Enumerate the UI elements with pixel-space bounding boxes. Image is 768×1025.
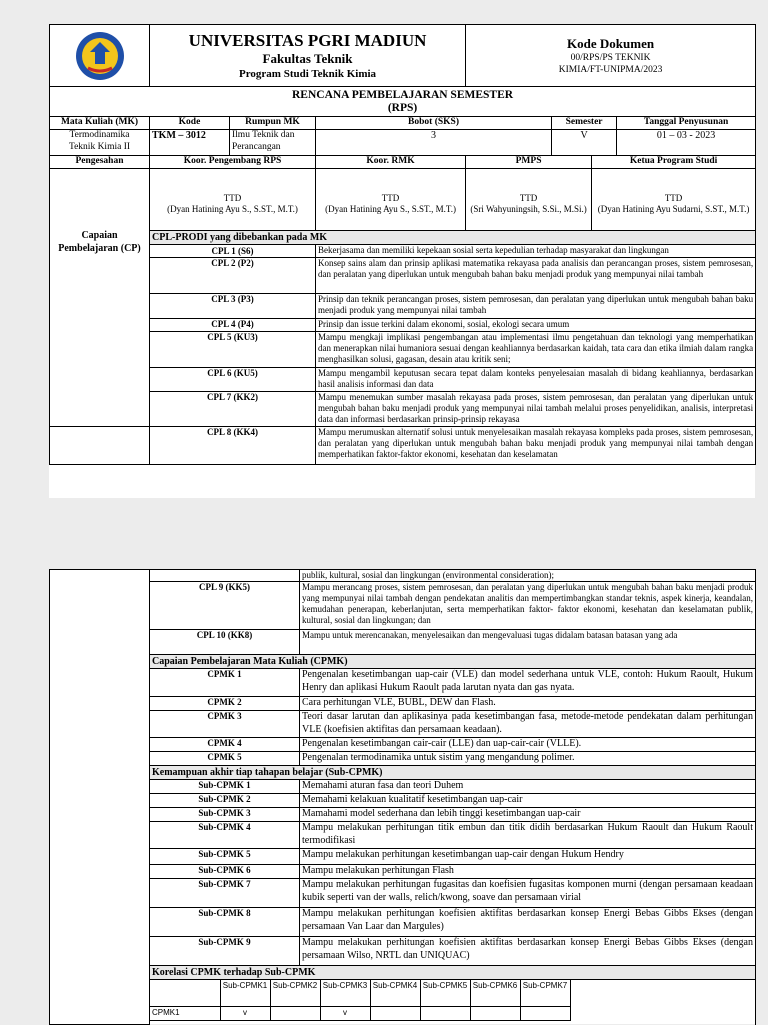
sub-cpmk-text: Mampu melakukan perhitungan titik embun dan titik didih berdasarkan Hukum Raoult dan Hukum Raoult termodifikasi <box>300 822 756 849</box>
sub-cpmk-code: Sub-CPMK 9 <box>150 937 300 966</box>
sub-cpmk-text: Mampu melakukan perhitungan koefisien aktifitas berdasarkan konsep Energi Bebas Gibbs Ekses (dengan persamaan Wilso, NRTL dan UNIQUAC) <box>300 937 756 966</box>
table-row <box>50 245 756 258</box>
cpl-code: CPL 10 (KK8) <box>150 630 300 655</box>
cpl-code: CPL 2 (P2) <box>150 258 316 294</box>
sub-cpmk-code: Sub-CPMK 2 <box>150 794 300 808</box>
university-name: UNIVERSITAS PGRI MADIUN <box>188 30 427 50</box>
table-row <box>50 427 756 465</box>
header-kode: Kode <box>150 117 230 130</box>
kode-value: TKM – 3012 <box>150 130 230 156</box>
header-bobot: Bobot (SKS) <box>316 117 552 130</box>
cpmk-code: CPMK 2 <box>150 697 300 711</box>
sub-cpmk-text: Memahami aturan fasa dan teori Duhem <box>300 780 756 794</box>
cpl-text: Mampu mengkaji implikasi pengembangan atau implementasi ilmu pengetahuan dan teknologi yang memperhatikan dan menerapkan nilai humaniora sesuai dengan keahliannya berdasarkan kaidah, tata cara dan etika ilmiah dalam rangka menghasilkan solusi, gagasan, desain atau kritik seni; <box>316 332 756 368</box>
header-rumpun: Rumpun MK <box>230 117 316 130</box>
cpmk-heading: Capaian Pembelajaran Mata Kuliah (CPMK) <box>150 655 756 669</box>
korelasi-col-header: Sub-CPMK3 <box>320 980 370 1006</box>
program-name: Program Studi Teknik Kimia <box>239 67 377 80</box>
cp-label: Capaian Pembelajaran (CP) <box>50 169 150 427</box>
korelasi-mark: v <box>220 1006 270 1020</box>
table-row <box>50 738 756 752</box>
cpl-text: Prinsip dan teknik perancangan proses, sistem pemrosesan, dan peralatan yang diperlukan untuk mengubah bahan baku menjadi produk yang mempunyai nilai tambah <box>316 294 756 319</box>
koor-rmk-ttd: TTD <box>381 193 400 203</box>
cpl-code: CPL 8 (KK4) <box>150 427 316 465</box>
rps-subtitle: (RPS) <box>387 101 418 114</box>
cpmk-text: Teori dasar larutan dan aplikasinya pada kesetimbangan fasa, metode-metode pendekatan dalam perhitungan VLE (koefisien aktifitas dan persamaan keadaan). <box>300 711 756 738</box>
sub-cpmk-text: Mampu melakukan perhitungan koefisien aktifitas berdasarkan konsep Energi Bebas Gibbs Ekses (dengan persamaan Van Laar dan Margules) <box>300 908 756 937</box>
table-row <box>50 332 756 368</box>
korelasi-table <box>150 980 571 1021</box>
cpmk-code: CPMK 3 <box>150 711 300 738</box>
table-row <box>50 319 756 332</box>
koor-rps-name: (Dyan Hatining Ayu S., S.ST., M.T.) <box>167 204 298 214</box>
table-row <box>50 780 756 794</box>
sub-cpmk-text: Mampu melakukan perhitungan kesetimbangan uap-cair dengan Hukum Hendry <box>300 849 756 865</box>
mk-name-line2: Teknik Kimia II <box>68 141 131 152</box>
cpmk-text: Pengenalan termodinamika untuk sistim yang mengandung polimer. <box>300 752 756 766</box>
korelasi-col-header: Sub-CPMK5 <box>420 980 470 1006</box>
cpl-text: Mampu merumuskan alternatif solusi untuk menyelesaikan masalah rekayasa kompleks pada proses, sistem pemrosesan, dan peralatan yang diperlukan untuk mengubah bahan baku menjadi produk yang mempunyai nilai tambah dengan memperhatikan faktor-faktor ekonomi, kesehatan dan keselamatan <box>316 427 756 465</box>
sub-cpmk-heading: Kemampuan akhir tiap tahapan belajar (Sub-CPMK) <box>150 766 756 780</box>
cpl-text: Mampu mengambil keputusan secara tepat dalam konteks penyelesaian masalah di bidang keahliannya, berdasarkan hasil analisis informasi dan data <box>316 368 756 392</box>
cpl-text: Konsep sains alam dan prinsip aplikasi matematika rekayasa pada analisis dan perancangan proses, sistem pemrosesan, dan peralatan yang diperlukan untuk mengubah bahan baku menjadi produk yang mempunyai nilai tambah <box>316 258 756 294</box>
table-row <box>50 368 756 392</box>
cpl-text: Mampu merancang proses, sistem pemrosesan, dan peralatan yang diperlukan untuk mengubah bahan baku menjadi produk yang mempunyai nilai tambah dengan pendekatan analitis dan mempertimbangkan standar teknis, aspek kinerja, keandalan, kemudahan penerapan, keberlanjutan, serta memperhatikan faktor- faktor ekonomi, kesehatan dan keselamatan publik, kultural, sosial dan lingkungan; dan <box>300 582 756 630</box>
header-tanggal: Tanggal Penyusunan <box>617 117 756 130</box>
cpl-code: CPL 5 (KU3) <box>150 332 316 368</box>
cpmk-code: CPMK 5 <box>150 752 300 766</box>
header-semester: Semester <box>552 117 617 130</box>
korelasi-mark <box>370 1006 420 1020</box>
korelasi-col-header: Sub-CPMK1 <box>220 980 270 1006</box>
tanggal-value: 01 – 03 - 2023 <box>617 130 756 156</box>
cpmk-text: Pengenalan kesetimbangan uap-cair (VLE) dan model sederhana untuk VLE, contoh: Hukum Raoult, Hukum Henry dan aplikasi Hukum Raoult pada larutan nyata dan gas nyata. <box>300 669 756 697</box>
doc-code-title: Kode Dokumen <box>567 35 655 51</box>
cpl-code: CPL 6 (KU5) <box>150 368 316 392</box>
cpmk-code: CPMK 4 <box>150 738 300 752</box>
table-row <box>50 697 756 711</box>
sub-cpmk-code: Sub-CPMK 8 <box>150 908 300 937</box>
kaprodi-ttd: TTD <box>664 193 683 203</box>
doc-code-line2: KIMIA/FT-UNIPMA/2023 <box>558 64 663 75</box>
cpl-code: CPL 1 (S6) <box>150 245 316 258</box>
cpl-text: Prinsip dan issue terkini dalam ekonomi, sosial, ekologi secara umum <box>316 319 756 332</box>
table-row <box>50 794 756 808</box>
table-row <box>50 849 756 865</box>
table-row <box>50 392 756 427</box>
faculty-name: Fakultas Teknik <box>262 50 353 66</box>
sub-cpmk-code: Sub-CPMK 5 <box>150 849 300 865</box>
korelasi-col-header: Sub-CPMK4 <box>370 980 420 1006</box>
table-row <box>50 822 756 849</box>
semester-value: V <box>552 130 617 156</box>
cpmk-code: CPMK 1 <box>150 669 300 697</box>
cpl-text: Mampu untuk merencanakan, menyelesaikan dan mengevaluasi tugas didalam batasan batasan yang ada <box>300 630 756 655</box>
korelasi-mark: v <box>320 1006 370 1020</box>
table-row <box>50 937 756 966</box>
korelasi-mark <box>470 1006 520 1020</box>
sub-cpmk-text: Mampu melakukan perhitungan Flash <box>300 865 756 879</box>
kaprodi-name: (Dyan Hatining Ayu Sudarni, S.ST., M.T.) <box>597 204 750 214</box>
pmps-ttd: TTD <box>519 193 538 203</box>
korelasi-row-label: CPMK1 <box>150 1006 220 1020</box>
doc-code-line1: 00/RPS/PS TEKNIK <box>570 52 651 63</box>
cpl-code: CPL 3 (P3) <box>150 294 316 319</box>
table-row <box>50 630 756 655</box>
rumpun-line2: Perancangan <box>232 141 281 152</box>
cpl-code: CPL 4 (P4) <box>150 319 316 332</box>
sub-cpmk-code: Sub-CPMK 3 <box>150 808 300 822</box>
koor-rps-ttd: TTD <box>223 193 242 203</box>
sub-cpmk-text: Mampu melakukan perhitungan fugasitas dan koefisien fugasitas komponen murni (dengan persamaan keadaan kubik seperti van der walls, relich/kwong, soave dan persamaan virial <box>300 879 756 908</box>
table-row <box>50 669 756 697</box>
sub-cpmk-text: Memahami kelakuan kualitatif kesetimbangan uap-cair <box>300 794 756 808</box>
bobot-value: 3 <box>316 130 552 156</box>
document-page-1 <box>49 24 755 498</box>
table-row <box>50 258 756 294</box>
rps-header-table <box>49 24 756 465</box>
sub-cpmk-code: Sub-CPMK 1 <box>150 780 300 794</box>
rumpun-line1: Ilmu Teknik dan <box>232 130 295 140</box>
header-koor-rps: Koor. Pengembang RPS <box>150 156 316 169</box>
table-row <box>50 808 756 822</box>
korelasi-col-header: Sub-CPMK6 <box>470 980 520 1006</box>
cpmk-text: Pengenalan kesetimbangan cair-cair (LLE) dan uap-cair-cair (VLLE). <box>300 738 756 752</box>
header-kaprodi: Ketua Program Studi <box>592 156 756 169</box>
table-row <box>50 879 756 908</box>
cpl-code: CPL 7 (KK2) <box>150 392 316 427</box>
table-row <box>50 865 756 879</box>
table-row <box>50 752 756 766</box>
cpl-text: Mampu menemukan sumber masalah rekayasa pada proses, sistem pemrosesan, dan peralatan yang diperlukan untuk mengubah bahan baku menjadi produk yang mempunyai nilai tambah melalui proses penyelidikan, analisis, interpretasi data dan informasi berdasarkan prinsip-prinsip rekayasa <box>316 392 756 427</box>
koor-rmk-name: (Dyan Hatining Ayu S., S.ST., M.T.) <box>325 204 456 214</box>
document-page-2 <box>49 569 755 1024</box>
table-row <box>50 908 756 937</box>
korelasi-mark <box>520 1006 570 1020</box>
rps-content-table <box>49 569 756 1025</box>
header-pengesahan: Pengesahan <box>50 156 150 169</box>
unipma-logo-icon <box>74 30 126 82</box>
korelasi-mark <box>420 1006 470 1020</box>
logo-cell <box>50 25 150 87</box>
sub-cpmk-code: Sub-CPMK 7 <box>150 879 300 908</box>
korelasi-heading: Korelasi CPMK terhadap Sub-CPMK <box>150 966 756 980</box>
pmps-name: (Sri Wahyuningsih, S.Si., M.Si.) <box>470 204 587 214</box>
table-row <box>150 1006 570 1020</box>
sub-cpmk-text: Mamahami model sederhana dan lebih tinggi kesetimbangan uap-cair <box>300 808 756 822</box>
table-row <box>50 582 756 630</box>
cpl-text: Bekerjasama dan memiliki kepekaan sosial serta kepedulian terhadap masyarakat dan lingkungan <box>316 245 756 258</box>
header-mk: Mata Kuliah (MK) <box>50 117 150 130</box>
rps-title: RENCANA PEMBELAJARAN SEMESTER <box>291 88 514 101</box>
sub-cpmk-code: Sub-CPMK 6 <box>150 865 300 879</box>
cpl8-continuation: publik, kultural, sosial dan lingkungan (environmental consideration); <box>300 570 756 582</box>
sub-cpmk-code: Sub-CPMK 4 <box>150 822 300 849</box>
header-pmps: PMPS <box>466 156 592 169</box>
cpl-heading: CPL-PRODI yang dibebankan pada MK <box>150 231 756 245</box>
korelasi-col-header: Sub-CPMK2 <box>270 980 320 1006</box>
cpl-code: CPL 9 (KK5) <box>150 582 300 630</box>
table-row <box>50 711 756 738</box>
header-koor-rmk: Koor. RMK <box>316 156 466 169</box>
korelasi-col-header: Sub-CPMK7 <box>520 980 570 1006</box>
table-row <box>50 294 756 319</box>
mk-name-line1: Termodinamika <box>69 130 130 140</box>
table-row <box>50 570 756 582</box>
cpmk-text: Cara perhitungan VLE, BUBL, DEW dan Flash. <box>300 697 756 711</box>
korelasi-mark <box>270 1006 320 1020</box>
